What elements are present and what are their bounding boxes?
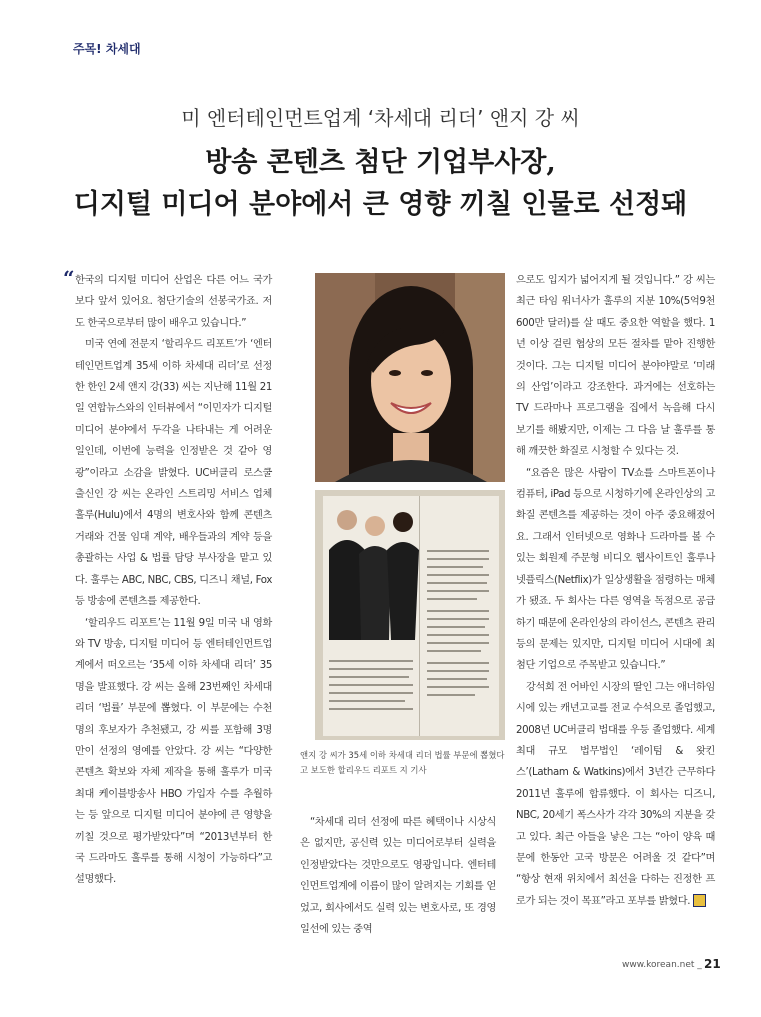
- paragraph: 미국 연예 전문지 ‘할리우드 리포트’가 ‘엔터테인먼트업계 35세 이하 차세대 리더’로 선정한 한인 2세 앤지 강(33) 씨는 지난해 11월 21일 연합뉴스와의 인터뷰에서 “이민자가 디지털 미디어 분야에서 두각을 나타내는 게 어려운 일인데, 이번에 능력을 인정받은 것 같아 영광”이라고 소감을 밝혔다. UC버클리 로스쿨 출신인 강 씨는 온라인 스트리밍 서비스 업체 훌루(Hulu)에서 4명의 변호사와 함께 콘텐츠 거래와 건물 임대 계약, 배우들과의 계약 등을 총괄하는 사업 & 법률 담당 부사장을 맡고 있다. 훌루는 ABC, NBC, CBS, 디즈니 채널, Fox 등 방송에 콘텐츠를 제공한다.: [75, 339, 272, 608]
- article-title: [0, 142, 761, 226]
- page-number: 21: [704, 957, 721, 971]
- portrait-photo: [315, 273, 505, 482]
- title-line-2: 디지털 미디어 분야에서 큰 영향 끼칠 인물로 선정돼: [73, 189, 688, 220]
- article-column-1: [75, 270, 272, 891]
- magazine-illustration: [315, 490, 505, 740]
- paragraph: [516, 677, 715, 912]
- paragraph: ‘할리우드 리포트’는 11월 9일 미국 내 영화와 TV 방송, 디지털 미디어 등 엔터테인먼트업계에서 떠오르는 ‘35세 이하 차세대 리더’ 35명을 발표했다. 강 씨는 올해 23번째인 차세대 리더 ‘법률’ 부문에 뽑혔다. 이 부문에는 수천 명의 후보자가 추천됐고, 강 씨를 포함해 3명만이 선정의 영예를 안았다. 강 씨는 “다양한 콘텐츠 확보와 자체 제작을 통해 훌루가 미국 최대 케이블방송사 HBO 가입자 수를 추월하는 등 앞으로 디지털 미디어 분야에 큰 영향을 끼칠 것으로 평가받았다”며 “2013년부터 한국 드라마도 훌루를 통해 시청이 가능하다”고 설명했다.: [75, 617, 272, 886]
- article-column-3: [516, 270, 715, 912]
- opening-quote-icon: “: [63, 266, 75, 290]
- paragraph: 으로도 입지가 넓어지게 될 것입니다.” 강 씨는 최근 타임 워너사가 훌루의 지분 10%(5억9천600만 달러)를 살 때도 중요한 역할을 했다. 1년 이상 걸린 협상의 모든 절차를 맡아 진행한 것이다. 그는 디지털 미디어 분야야말로 ‘미래의 산업’이라고 강조한다. 과거에는 선호하는 TV 드라마나 프로그램을 집에서 녹음해 다시 보기를 해봤지만, 이제는 그 다음 날 훌루를 통해 깨끗한 화질로 시청할 수 있다는 것.: [516, 275, 715, 458]
- title-line-1: 방송 콘텐츠 첨단 기업부사장,: [205, 147, 556, 178]
- paragraph: “요즘은 많은 사람이 TV쇼를 스마트폰이나 컴퓨터, iPad 등으로 시청하기에 온라인상의 고화질 콘텐츠를 제공하는 것이 아주 중요해졌어요. 그래서 인터넷으로 영화나 드라마를 볼 수 있는 회원제 주문형 비디오 웹사이트인 훌루나 넷플릭스(Netflix)가 일상생활을 점령하는 매체가 됐죠. 두 회사는 다른 영역을 독점으로 공급하기 때문에 온라인상의 라이선스, 콘텐츠 관리 등의 문제는 있지만, 디지털 미디어 시대에 최첨단 기업으로 주목받고 있습니다.”: [516, 467, 715, 672]
- portrait-illustration: [315, 273, 505, 482]
- article-column-2: [300, 812, 496, 940]
- footer-website: www.korean.net _: [622, 960, 702, 970]
- article-end-icon: [693, 894, 706, 907]
- paragraph-text: 강석희 전 어바인 시장의 딸인 그는 애너하임 시에 있는 캐년고교를 전교 수석으로 졸업했고, 2008년 UC버클리 법대를 우등 졸업했다. 세계 최대 규모 법무법인 ‘레이텀 & 왓킨스’(Latham & Watkins)에서 3년간 근무하다 2011년 훌루에 합류했다. 이 회사는 디즈니, NBC, 20세기 폭스사가 각각 30%의 지분을 갖고 있다. 최근 아들을 낳은 그는 “아이 양육 때문에 한동안 고국 방문은 어려울 것 같다”며 “항상 현재 위치에서 최선을 다하는 진정한 프로가 되는 것이 목표”라고 포부를 밝혔다.: [516, 681, 715, 907]
- article-subtitle: 미 엔터테인먼트업계 ‘차세대 리더’ 앤지 강 씨: [181, 106, 580, 130]
- paragraph: “차세대 리더 선정에 따른 혜택이나 시상식은 없지만, 공신력 있는 미디어로부터 실력을 인정받았다는 것만으로도 영광입니다. 엔터테인먼트업계에 이름이 많이 알려지는 기회를 얻었고, 회사에서도 실력 있는 변호사로, 또 경영 일선에 있는 중역: [300, 817, 496, 936]
- magazine-clipping-photo: [315, 490, 505, 740]
- paragraph: 한국의 디지털 미디어 산업은 다른 어느 국가보다 앞서 있어요. 첨단기술의 선봉국가죠. 저도 한국으로부터 많이 배우고 있습니다.”: [75, 275, 272, 329]
- photo-caption: 앤지 강 씨가 35세 이하 차세대 리더 법률 부문에 뽑혔다고 보도한 할리우드 리포트 지 기사: [300, 750, 505, 775]
- section-tag: 주목! 차세대: [73, 42, 141, 56]
